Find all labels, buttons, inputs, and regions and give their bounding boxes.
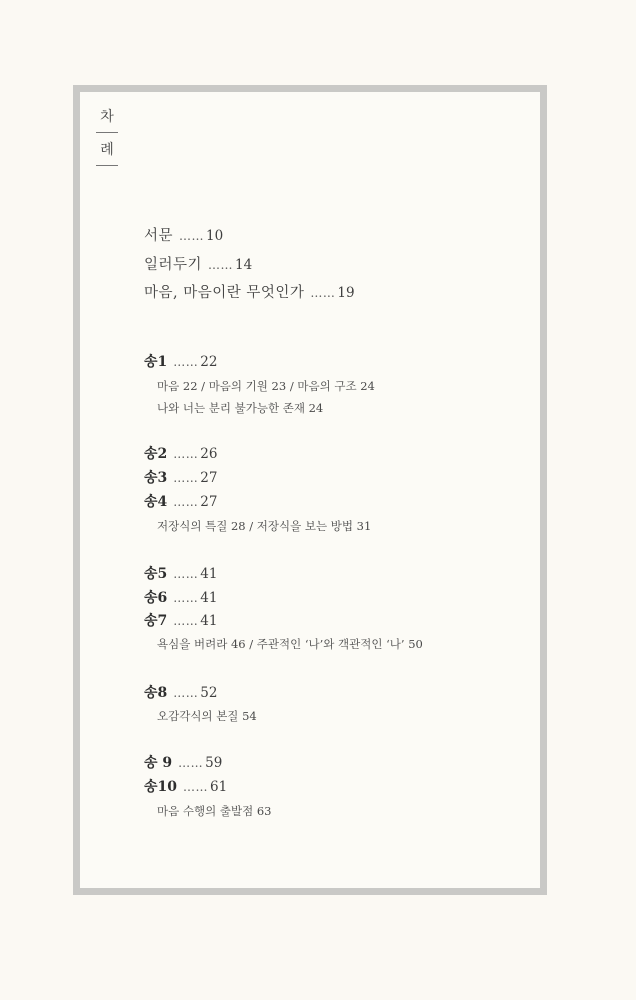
page-number: 14: [235, 257, 253, 273]
entry-title: 송10: [144, 779, 178, 795]
page-number: 41: [200, 590, 218, 606]
toc-entry-song-9[interactable]: [144, 752, 222, 772]
entry-title: 송5: [144, 566, 168, 582]
heading-rule: [96, 165, 118, 166]
leader-dots: ……: [173, 355, 199, 369]
page-number: 26: [200, 446, 218, 462]
page-number: 27: [200, 470, 218, 486]
page-number: 22: [200, 354, 218, 370]
page-number: 59: [205, 755, 223, 771]
toc-entry-song-8[interactable]: [144, 682, 217, 702]
page-number: 41: [200, 566, 218, 582]
page-number: 19: [337, 285, 355, 301]
toc-entry-notes[interactable]: [144, 253, 252, 274]
leader-dots: ……: [208, 258, 234, 272]
entry-title: 송8: [144, 685, 168, 701]
leader-dots: ……: [173, 495, 199, 509]
entry-title: 송3: [144, 470, 168, 486]
toc-subentry[interactable]: 마음 수행의 출발점 63: [157, 804, 272, 818]
leader-dots: ……: [310, 286, 336, 300]
page-number: 52: [200, 685, 218, 701]
leader-dots: ……: [178, 756, 204, 770]
toc-entry-song-7[interactable]: [144, 610, 217, 630]
toc-entry-song-2[interactable]: [144, 443, 217, 463]
toc-subentry[interactable]: 욕심을 버려라 46 / 주관적인 ‘나’와 객관적인 ‘나’ 50: [157, 637, 423, 651]
toc-entry-song-4[interactable]: [144, 491, 217, 511]
heading-rule: [96, 132, 118, 133]
entry-title: 송7: [144, 613, 168, 629]
toc-entry-song-1[interactable]: [144, 351, 217, 371]
heading-char-2: 례: [100, 142, 114, 158]
page-number: 41: [200, 613, 218, 629]
leader-dots: ……: [173, 686, 199, 700]
toc-entry-mind[interactable]: [144, 281, 355, 302]
leader-dots: ……: [173, 471, 199, 485]
leader-dots: ……: [173, 447, 199, 461]
toc-subentry[interactable]: 마음 22 / 마음의 기원 23 / 마음의 구조 24: [157, 379, 375, 393]
leader-dots: ……: [173, 591, 199, 605]
entry-title: 마음, 마음이란 무엇인가: [144, 285, 305, 301]
toc-entry-preface[interactable]: [144, 224, 223, 245]
toc-entry-song-5[interactable]: [144, 563, 217, 583]
entry-title: 서문: [144, 228, 174, 244]
entry-title: 송6: [144, 590, 168, 606]
page-frame: [73, 85, 547, 895]
leader-dots: ……: [183, 780, 209, 794]
heading-char-1: 차: [100, 109, 114, 125]
entry-title: 송 9: [144, 755, 173, 771]
toc-entry-song-3[interactable]: [144, 467, 217, 487]
toc-entry-song-10[interactable]: [144, 776, 227, 796]
toc-subentry[interactable]: 나와 너는 분리 불가능한 존재 24: [157, 401, 324, 415]
toc-heading: [95, 108, 119, 174]
leader-dots: ……: [173, 567, 199, 581]
page-number: 27: [200, 494, 218, 510]
leader-dots: ……: [173, 614, 199, 628]
leader-dots: ……: [179, 229, 205, 243]
page-number: 61: [210, 779, 228, 795]
entry-title: 일러두기: [144, 257, 203, 273]
entry-title: 송4: [144, 494, 168, 510]
toc-subentry[interactable]: 오감각식의 본질 54: [157, 709, 257, 723]
toc-subentry[interactable]: 저장식의 특질 28 / 저장식을 보는 방법 31: [157, 519, 372, 533]
entry-title: 송2: [144, 446, 168, 462]
toc-entry-song-6[interactable]: [144, 587, 217, 607]
page-number: 10: [206, 228, 224, 244]
entry-title: 송1: [144, 354, 168, 370]
